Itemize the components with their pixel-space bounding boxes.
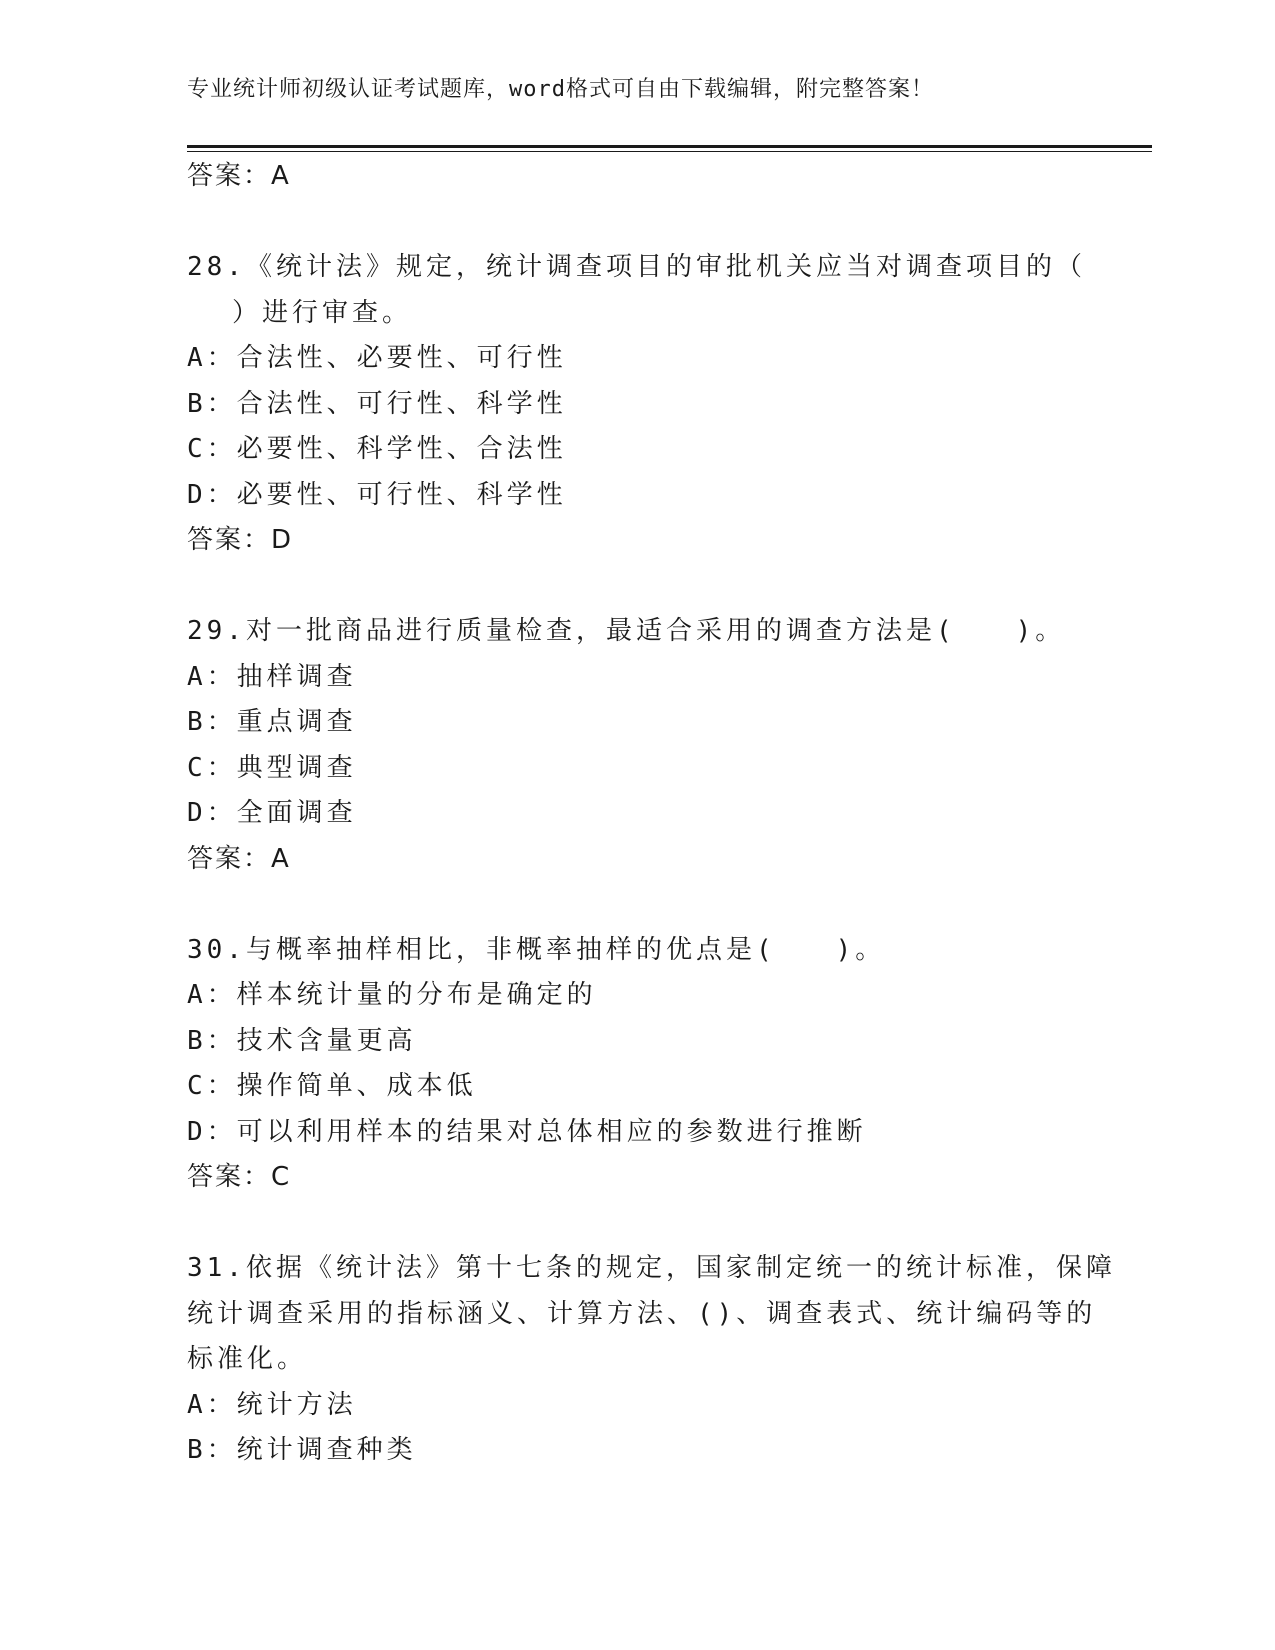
option-c: C：操作简单、成本低 [187, 1071, 477, 1101]
option-b: B：技术含量更高 [187, 1025, 417, 1056]
option-a: A：抽样调查 [187, 661, 357, 692]
option-b: B：重点调查 [187, 707, 357, 737]
option-c: C：典型调查 [187, 752, 357, 783]
question-stem-continued: 统计调查采用的指标涵义、计算方法、()、调查表式、统计编码等的 [187, 1298, 1097, 1329]
previous-answer: 答案：A [187, 161, 291, 191]
question-stem-continued: 标准化。 [187, 1344, 308, 1374]
question-stem-continued: ）进行审查。 [232, 297, 413, 328]
option-b: B：统计调查种类 [187, 1435, 417, 1465]
header-rule-thin [187, 151, 1152, 152]
question-stem: 28.《统计法》规定，统计调查项目的审批机关应当对调查项目的（ [187, 252, 1086, 282]
question-stem: 29.对一批商品进行质量检查，最适合采用的调查方法是( )。 [187, 616, 1066, 646]
option-d: D：可以利用样本的结果对总体相应的参数进行推断 [187, 1116, 867, 1147]
option-a: A：合法性、必要性、可行性 [187, 343, 567, 373]
spacer [187, 882, 1087, 928]
option-a: A：样本统计量的分布是确定的 [187, 980, 597, 1010]
page-header: 专业统计师初级认证考试题库，word格式可自由下载编辑，附完整答案！ [187, 77, 934, 102]
option-a: A：统计方法 [187, 1389, 357, 1420]
question-content [187, 154, 1116, 1474]
option-c: C：必要性、科学性、合法性 [187, 434, 567, 464]
header-rule-thick [187, 145, 1152, 148]
answer: 答案：D [187, 525, 294, 555]
option-b: B：合法性、可行性、科学性 [187, 388, 567, 419]
question-30 [187, 928, 1087, 1201]
spacer [187, 1201, 1087, 1247]
spacer [187, 200, 1087, 246]
option-d: D：全面调查 [187, 798, 357, 828]
question-28 [187, 245, 1087, 564]
spacer [187, 564, 1087, 610]
answer: 答案：C [187, 1162, 292, 1192]
answer: 答案：A [187, 843, 291, 874]
question-31 [187, 1246, 1116, 1474]
option-d: D：必要性、可行性、科学性 [187, 479, 567, 510]
question-stem: 30.与概率抽样相比，非概率抽样的优点是( )。 [187, 934, 886, 965]
question-stem: 31.依据《统计法》第十七条的规定，国家制定统一的统计标准，保障 [187, 1253, 1116, 1283]
question-29 [187, 609, 1087, 882]
